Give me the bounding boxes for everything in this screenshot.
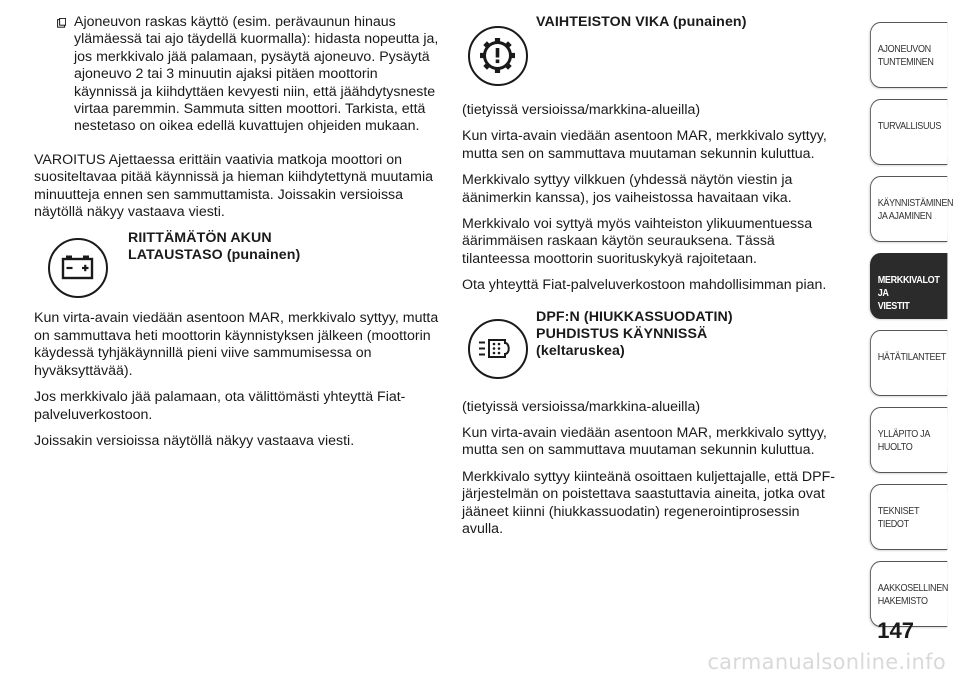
- tab-ajoneuvon-tunteminen[interactable]: AJONEUVON TUNTEMINEN: [870, 22, 947, 88]
- right-column: [462, 14, 842, 548]
- tab-merkkivalot-ja-viestit[interactable]: MERKKIVALOT JA VIESTIT: [870, 253, 947, 319]
- gearbox-paragraph-3: Merkkivalo syttyy vilkkuen (yhdessä näytön viestin ja äänimerkin kanssa), jos vaiheistossa havaitaan vika.: [462, 172, 793, 206]
- page-number: 147: [877, 618, 914, 643]
- battery-paragraph-3: Joissakin versioissa näytöllä näkyy vastaava viesti.: [34, 432, 355, 449]
- gearbox-warning-title: VAIHTEISTON VIKA (punainen): [536, 14, 747, 30]
- dpf-paragraph-1: (tietyissä versioissa/markkina-alueilla): [462, 398, 701, 415]
- tab-aakkosellinen-hakemisto[interactable]: AAKKOSELLINEN HAKEMISTO: [870, 561, 947, 627]
- battery-paragraph-2: Jos merkkivalo jää palamaan, ota välittömästi yhteyttä Fiat-palveluverkostoon.: [34, 389, 406, 423]
- battery-warning-title: RIITTÄMÄTÖN AKUN LATAUSTASO (punainen): [128, 230, 301, 264]
- dpf-regeneration-icon: [468, 319, 528, 379]
- left-column: [34, 14, 444, 459]
- dpf-warning-title: DPF:N (HIUKKASSUODATIN) PUHDISTUS KÄYNNISSÄ (keltaruskea): [536, 308, 733, 359]
- checkbox-bullet-icon: [57, 18, 66, 28]
- battery-warning-header: [34, 230, 444, 302]
- gearbox-paragraph-1: (tietyissä versioissa/markkina-alueilla): [462, 102, 701, 118]
- tab-hatatilanteet[interactable]: HÄTÄTILANTEET: [870, 330, 947, 396]
- battery-paragraph-1: Kun virta-avain viedään asentoon MAR, merkkivalo syttyy, mutta on sammuttava heti moottorin käynnistyksen jälkeen (moottorin käydessä tyhjäkäynnillä pieni viive sammumisessa on hyväksyttävää).: [34, 310, 439, 379]
- gearbox-paragraph-4: Merkkivalo voi syttyä myös vaihteiston ylikuumentuessa äärimmäisen raskaan käytön seurauksena. Tässä tilanteessa moottorin suorituskykyä rajoitetaan.: [462, 216, 813, 267]
- battery-warning-icon: [48, 238, 108, 298]
- chapter-tabs: [860, 22, 960, 638]
- tab-tekniset-tiedot[interactable]: TEKNISET TIEDOT: [870, 484, 947, 550]
- tab-turvallisuus[interactable]: TURVALLISUUS: [870, 99, 947, 165]
- gearbox-warning-header: [462, 14, 842, 94]
- bullet-heavy-use: [34, 14, 444, 136]
- gearbox-paragraph-5: Ota yhteyttä Fiat-palveluverkostoon mahdollisimman pian.: [462, 277, 827, 294]
- tab-kaynnistaminen[interactable]: KÄYNNISTÄMINEN JA AJAMINEN: [870, 176, 947, 242]
- gearbox-paragraph-2: Kun virta-avain viedään asentoon MAR, merkkivalo syttyy, mutta sen on sammuttava muutaman sekunnin kuluttua.: [462, 128, 827, 162]
- watermark: carmanualsonline.info: [707, 650, 946, 674]
- bullet-text: Ajoneuvon raskas käyttö (esim. perävaunun hinaus ylämäessä tai ajo täydellä kuormalla): hidasta nopeutta ja, jos merkkivalo jää palamaan, pysäytä ajoneuvo. Pysäytä ajoneuvo 2 tai 3 minuutin ajaksi pitäen moottorin käynnissä ja kiihdyttäen kevyesti niin, että jäähdytysneste virtaa paremmin. Sammuta sitten moottori. Tarkista, että nestetaso on oikea edellä kuvattujen ohjeiden mukaan.: [74, 14, 439, 135]
- dpf-warning-header: [462, 309, 842, 391]
- gearbox-fault-icon: [468, 26, 528, 86]
- dpf-paragraph-3: Merkkivalo syttyy kiinteänä osoittaen kuljettajalle, että DPF-järjestelmän on poistettava saastuttavia aineita, jotka ovat jääneet kiinni (hiukkassuodatin) regenerointiprosessin avulla.: [462, 468, 835, 538]
- tab-yllapito-ja-huolto[interactable]: YLLÄPITO JA HUOLTO: [870, 407, 947, 473]
- dpf-paragraph-2: Kun virta-avain viedään asentoon MAR, merkkivalo syttyy, mutta sen on sammuttava muutaman sekunnin kuluttua.: [462, 425, 827, 459]
- warning-paragraph: VAROITUS Ajettaessa erittäin vaativia matkoja moottori on suositeltavaa pitää käynnissä ja hieman kiihdytettynä muutamia minuutteja ennen sen sammuttamista. Joissakin versioissa näytöllä näkyy vastaava viesti.: [34, 151, 434, 221]
